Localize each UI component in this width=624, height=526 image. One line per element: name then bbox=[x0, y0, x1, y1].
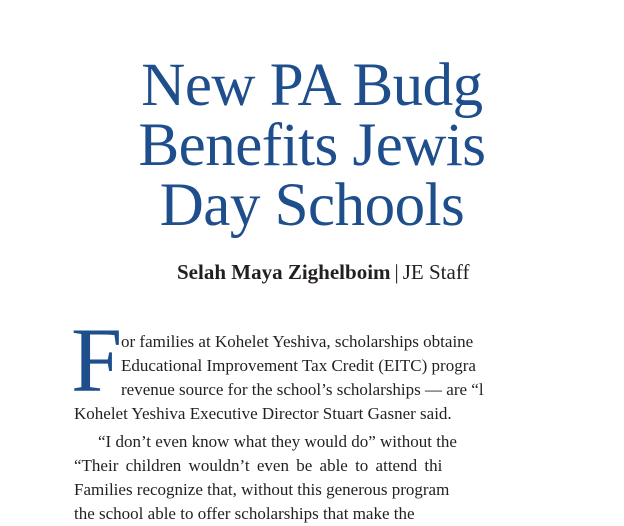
headline-line-1: New PA Budg bbox=[141, 52, 483, 119]
byline bbox=[177, 258, 469, 286]
body-text-line: or families at Kohelet Yeshiva, scholarships obtaine bbox=[121, 332, 474, 351]
headline-line-3: Day Schools bbox=[159, 172, 465, 239]
article-headline bbox=[0, 52, 624, 239]
byline-outlet: JE Staff bbox=[402, 260, 470, 284]
byline-author: Selah Maya Zighelboim bbox=[177, 260, 391, 284]
body-text-line: Kohelet Yeshiva Executive Director Stuart Gasner said. bbox=[74, 404, 452, 423]
drop-cap: F bbox=[71, 309, 123, 411]
body-text-line: Educational Improvement Tax Credit (EITC) progra bbox=[121, 356, 476, 375]
headline-line-2: Benefits Jewis bbox=[138, 112, 486, 179]
body-text-line: revenue source for the school’s scholarships — are “l bbox=[121, 380, 484, 399]
body-text-line: the school able to offer scholarships that make the bbox=[74, 504, 415, 523]
body-text-line: “I don’t even know what they would do” without the bbox=[98, 432, 457, 451]
byline-separator: | bbox=[394, 260, 399, 284]
body-text-line: Families recognize that, without this generous program bbox=[74, 480, 450, 499]
body-text-line: “Their children wouldn’t even be able to attend thi bbox=[74, 456, 443, 475]
